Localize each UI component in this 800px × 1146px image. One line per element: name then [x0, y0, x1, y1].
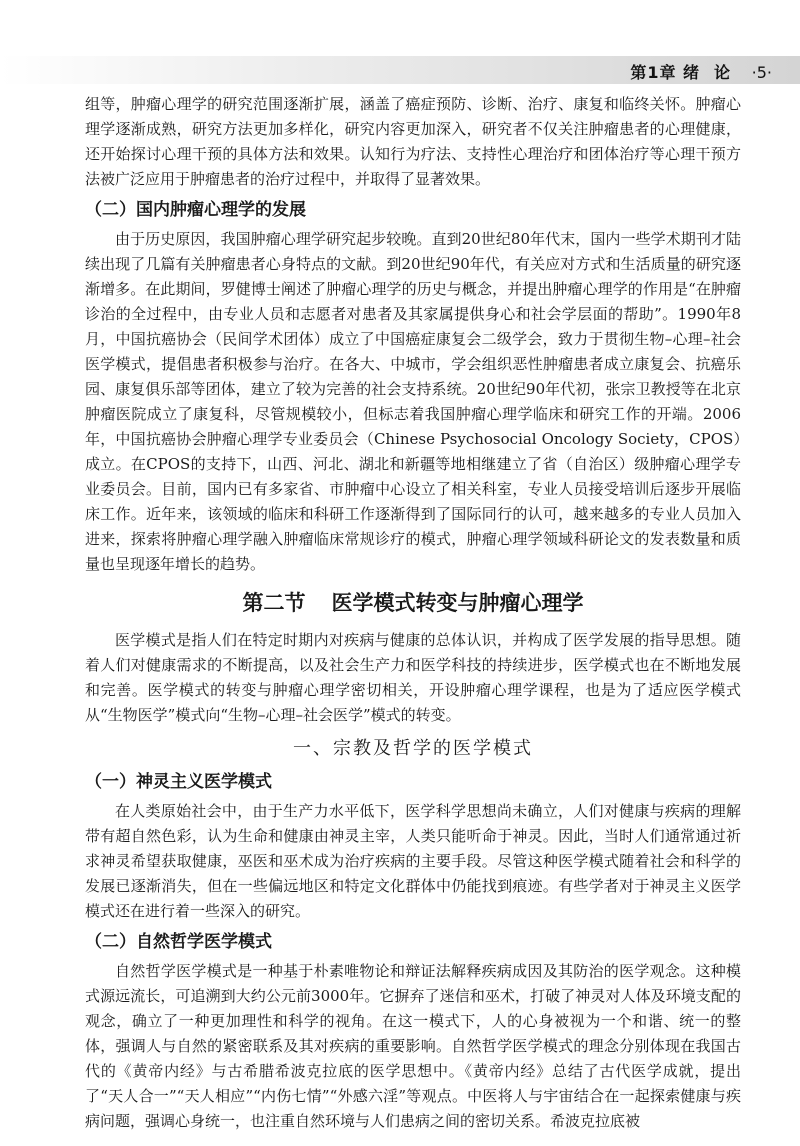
- chapter-number: 第1章: [630, 63, 677, 82]
- page-number: ·5·: [751, 63, 772, 82]
- section-number: 第二节: [242, 591, 306, 615]
- paragraph-spiritualism: 在人类原始社会中，由于生产力水平低下，医学科学思想尚未确立，人们对健康与疾病的理解带有超自然色彩，认为生命和健康由神灵主宰，人类只能听命于神灵。因此，当时人们通常通过祈求神灵希望获取健康，巫医和巫术成为治疗疾病的主要手段。尽管这种医学模式随着社会和科学的发展已逐渐消失，但在一些偏远地区和特定文化群体中仍能找到痕迹。有些学者对于神灵主义医学模式还在进行着一些深入的研究。: [85, 802, 741, 920]
- paragraph-domestic-history: 由于历史原因，我国肿瘤心理学研究起步较晚。直到20世纪80年代末，国内一些学术期刊才陆续出现了几篇有关肿瘤患者心身特点的文献。到20世纪90年代，有关应对方式和生活质量的研究逐渐增多。在此期间，罗健博士阐述了肿瘤心理学的历史与概念，并提出肿瘤心理学的作用是“在肿瘤诊治的全过程中，由专业人员和志愿者对患者及其家属提供身心和社会学层面的帮助”。1990年8月，中国抗癌协会（民间学术团体）成立了中国癌症康复会二级学会，致力于贯彻生物–心理–社会医学模式，提倡患者积极参与治疗。在各大、中城市，学会组织恶性肿瘤患者成立康复会、抗癌乐园、康复俱乐部等团体，建立了较为完善的社会支持系统。20世纪90年代初，张宗卫教授等在北京肿瘤医院成立了康复科，尽管规模较小，但标志着我国肿瘤心理学临床和研究工作的开端。2006年，中国抗癌协会肿瘤心理学专业委员会（Chinese Psychosocial Oncology Society，CPOS）成立。在CPOS的支持下，山西、河北、湖北和新疆等地相继建立了省（自治区）级肿瘤心理学专业委员会。目前，国内已有多家省、市肿瘤中心设立了相关科室，专业人员接受培训后逐步开展临床工作。近年来，该领域的临床和科研工作逐渐得到了国际同行的认可，越来越多的专业人员加入进来，探索将肿瘤心理学融入肿瘤临床常规诊疗的模式，肿瘤心理学领域科研论文的发表数量和质量也呈现逐年增长的趋势。: [85, 230, 741, 573]
- subheading-domestic-development: （二）国内肿瘤心理学的发展: [85, 200, 306, 220]
- section-heading: [85, 587, 741, 619]
- subheading-spiritualism-model: （一）神灵主义医学模式: [85, 772, 272, 792]
- paragraph-medical-model-intro: 医学模式是指人们在特定时期内对疾病与健康的总体认识，并构成了医学发展的指导思想。随着人们对健康需求的不断提高，以及社会生产力和医学科技的持续进步，医学模式也在不断地发展和完善。医学模式的转变与肿瘤心理学密切相关，开设肿瘤心理学课程，也是为了适应医学模式从“生物医学”模式向“生物–心理–社会医学”模式的转变。: [85, 631, 741, 724]
- subheading-natural-philosophy-model: （二）自然哲学医学模式: [85, 932, 272, 952]
- subsection-heading-religion-philosophy: 一、宗教及哲学的医学模式: [293, 738, 533, 759]
- paragraph-continued: 组等，肿瘤心理学的研究范围逐渐扩展，涵盖了癌症预防、诊断、治疗、康复和临终关怀。肿瘤心理学逐渐成熟，研究方法更加多样化，研究内容更加深入，研究者不仅关注肿瘤患者的心理健康，还开始探讨心理干预的具体方法和效果。认知行为疗法、支持性心理治疗和团体治疗等心理干预方法被广泛应用于肿瘤患者的治疗过程中，并取得了显著效果。: [85, 95, 741, 188]
- running-header: [630, 60, 772, 83]
- chapter-title-char-2: 论: [714, 63, 732, 82]
- section-title: 医学模式转变与肿瘤心理学: [331, 591, 584, 615]
- paragraph-natural-philosophy: 自然哲学医学模式是一种基于朴素唯物论和辩证法解释疾病成因及其防治的医学观念。这种模式源远流长，可追溯到大约公元前3000年。它摒弃了迷信和巫术，打破了神灵对人体及环境支配的观念，确立了一种更加理性和科学的视角。在这一模式下，人的心身被视为一个和谐、统一的整体，强调人与自然的紧密联系及其对疾病的重要影响。自然哲学医学模式的理念分别体现在我国古代的《黄帝内经》与古希腊希波克拉底的医学思想中。《黄帝内经》总结了古代医学成就，提出了“天人合一”“天人相应”“内伤七情”“外感六淫”等观点。中医将人与宇宙结合在一起探索健康与疾病问题，强调心身统一，也注重自然环境与人们患病之间的密切关系。希波克拉底被: [85, 962, 741, 1130]
- chapter-title-char-1: 绪: [683, 63, 701, 82]
- page-body: [85, 92, 741, 1134]
